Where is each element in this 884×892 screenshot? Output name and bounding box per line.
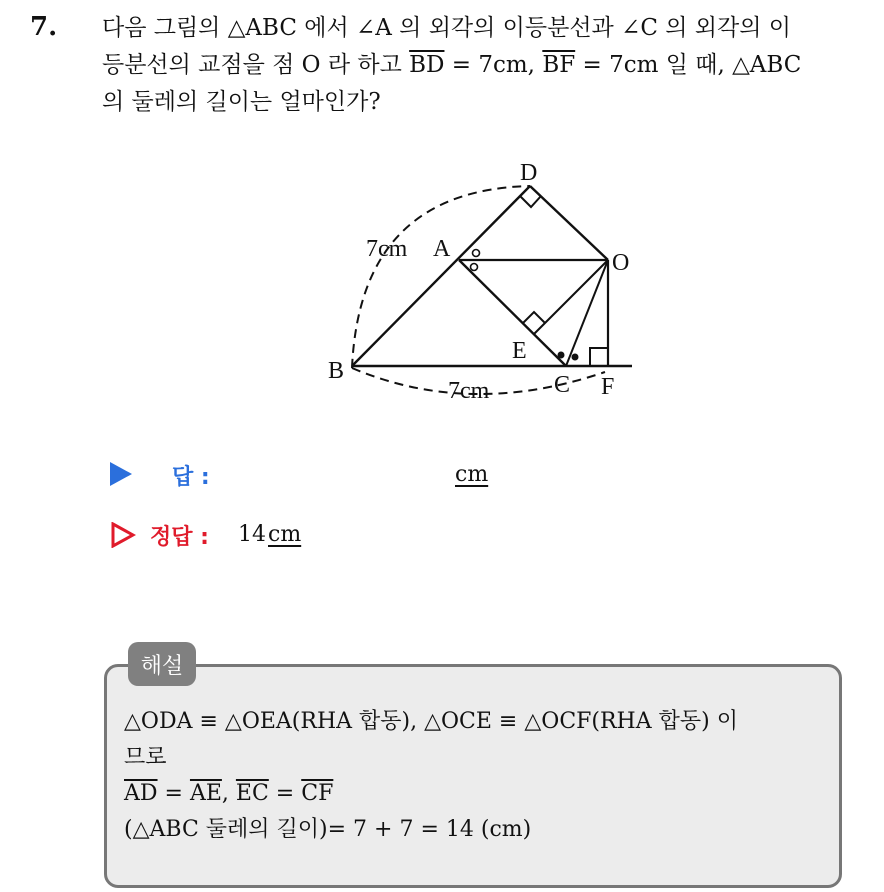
question-number: 7. (30, 12, 58, 42)
question-line-2-c: = 7cm 일 때, △ABC (575, 52, 802, 78)
segment-ad: $\overline{AD}$ (124, 781, 158, 806)
solution-line-1: △ODA ≡ △OEA(RHA 합동), △OCE ≡ △OCF(RHA 합동) 이 (124, 709, 738, 734)
segment-bd: $\overline{BD}$ (409, 52, 445, 78)
correct-triangle-icon (110, 522, 136, 548)
line-bd (352, 186, 530, 366)
solution-line-3: $\overline{AD} = \overline{AE}$, $\overline{EC} = \overline{CF}$ (124, 781, 334, 806)
answer-triangle-icon (110, 462, 132, 486)
solution-body (124, 704, 824, 848)
label-c: C (554, 372, 571, 398)
question-line-2-b: = 7cm, (444, 52, 543, 78)
geometry-figure (300, 150, 640, 410)
segment-bf: $\overline{BF}$ (542, 52, 576, 78)
label-b: B (328, 358, 345, 384)
solution-line-4: (△ABC 둘레의 길이)= 7 + 7 = 14 (cm) (124, 817, 532, 842)
answer-label: 답 : (172, 465, 210, 490)
right-angle-d (520, 196, 541, 207)
label-o: O (612, 250, 630, 276)
label-f: F (601, 374, 615, 400)
segment-cf: $\overline{CF}$ (301, 781, 334, 806)
answer-unit: cm (455, 462, 489, 487)
segment-ec: $\overline{EC}$ (235, 781, 269, 806)
correct-answer-value (238, 522, 301, 547)
angle-mark-a2 (471, 264, 478, 271)
question-line-2-a: 등분선의 교점을 점 O 라 하고 (102, 52, 410, 78)
length-bf-label: 7cm (448, 378, 490, 404)
correct-answer-unit: cm (268, 522, 302, 547)
right-angle-f (590, 348, 608, 366)
solution-line-2: 므로 (124, 745, 167, 770)
angle-mark-a1 (473, 250, 480, 257)
segment-ae: $\overline{AE}$ (189, 781, 222, 806)
label-d: D (520, 160, 538, 186)
line-oc (566, 260, 608, 366)
right-angle-e (523, 312, 545, 323)
line-do (530, 186, 608, 260)
question-text (102, 10, 862, 121)
angle-mark-c1 (558, 352, 565, 359)
question-line-3: 의 둘레의 길이는 얼마인가? (102, 89, 381, 115)
length-bd-label: 7cm (366, 236, 408, 262)
solution-tab: 해설 (128, 642, 196, 686)
question-line-1: 다음 그림의 △ABC 에서 ∠A 의 외각의 이등분선과 ∠C 의 외각의 이 (102, 15, 791, 41)
correct-answer-number: 14 (238, 522, 266, 547)
correct-answer-label: 정답 : (150, 525, 209, 550)
label-e: E (512, 338, 527, 364)
label-a: A (433, 236, 451, 262)
question-line-2 (102, 47, 862, 84)
angle-mark-c2 (572, 354, 579, 361)
